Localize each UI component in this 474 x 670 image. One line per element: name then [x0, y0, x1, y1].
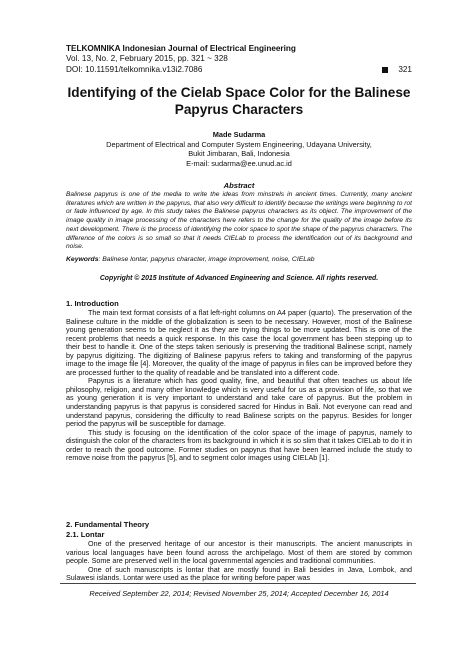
- footer-divider: [60, 583, 416, 584]
- keywords: [66, 256, 412, 263]
- journal-header: [66, 44, 412, 75]
- introduction-body: [66, 309, 412, 463]
- subsection-heading-lontar: 2.1. Lontar: [66, 530, 105, 539]
- abstract-text: Balinese papyrus is one of the media to write the ideas from minstrels in ancient times. Currently, many ancient literatures which are written in the papyrus, that also very difficult to identify because the writings were beginning to rot or fade influenced by age. In this study takes the Balinese papyrus characters as its object. The improvement of the image quality in image processing of the characters here refers to the change for the quality of the image before its next development. There is the process of identifying the color space to spot the shape of the papyrus characters. The difference of the colors is so small so that it needs CIELab to process the identification out of its background and noise.: [66, 191, 412, 251]
- paragraph: The main text format consists of a flat left-right columns on A4 paper (quarto). The preservation of the Balinese culture in the middle of the globalization is seen to be necessary. However, most of the Balinese young generation seems to be neglect it as they are trying things to be more updated. This is one of the recent problems that needs a quick response. In this case the local government has been stepping up to their best to handle it. One of the steps taken seriously is preserving the traditional Balinese script, namely by papyrus digitizing. The digitizing of Balinese papyrus refers to taking and transforming of the papyrus image to the image file [4]. Moreover, the quality of the image of papyrus in files can be improved before they are processed further to the quality of readable and be translated into a different code.: [66, 308, 412, 377]
- journal-volume: Vol. 13, No. 2, February 2015, pp. 321 ~ 328: [66, 54, 228, 64]
- author-address: Bukit Jimbaran, Bali, Indonesia: [188, 149, 290, 159]
- keywords-label: Keywords: [66, 256, 99, 263]
- author-email: E-mail: sudarma@ee.unud.ac.id: [186, 158, 292, 168]
- author-name: Made Sudarma: [212, 130, 266, 139]
- journal-title: TELKOMNIKA Indonesian Journal of Electrical Engineering: [66, 44, 296, 53]
- author-affiliation: Department of Electrical and Computer System Engineering, Udayana University,: [106, 140, 372, 150]
- received-dates: Received September 22, 2014; Revised November 25, 2014; Accepted December 16, 2014: [89, 589, 389, 598]
- paragraph: One of such manuscripts is lontar that are mostly found in Bali besides in Java, Lombok, and Sulawesi islands. Lontar were used as the place for writing before paper was: [66, 564, 412, 583]
- paragraph: Papyrus is a literature which has good quality, fine, and beautiful that often teaches us about life philosophy, religion, and many other knowledge which is very useful for us as a provision of life, so that we as young generation it is very important to understand and take care of papyrus. But the problem in understanding papyrus is that papyrus is considered sacred for Hindus in Bali. Not everyone can read and understand papyrus, considering the difficulty to read Balinese scripts on the papyrus. Besides for longer period the papyrus will be susceptible for damage.: [66, 376, 412, 429]
- paper-title: Identifying of the Cielab Space Color for the Balinese Papyrus Characters: [67, 85, 411, 117]
- journal-doi: DOI: 10.11591/telkomnika.v13i2.7086: [66, 64, 203, 74]
- lontar-body: [66, 540, 412, 583]
- section-heading-introduction: 1. Introduction: [66, 299, 119, 308]
- section-heading-fundamental-theory: 2. Fundamental Theory: [66, 520, 150, 529]
- abstract-heading: Abstract: [223, 181, 255, 190]
- copyright-notice: Copyright © 2015 Institute of Advanced Engineering and Science. All rights reserved.: [99, 275, 379, 282]
- paragraph: One of the preserved heritage of our ancestor is their manuscripts. The ancient manuscripts in various local languages have been found across the archipelago. Most of them are stored by common people. Some are preserved well in the local governmental agencies and traditional communities.: [66, 539, 412, 566]
- square-bullet-icon: [382, 67, 388, 73]
- page-number: 321: [398, 64, 412, 74]
- paragraph: This study is focusing on the identification of the color space of the image of papyrus, namely to distinguish the color of the characters from its background in which it is so slim that it takes CIELab to do it in order to reach the good outcome. Former studies on papyrus that have been learned include the study to remove noise from the papyrus [5], and to segment color images using CIELAb [1].: [66, 427, 412, 463]
- keywords-text: : Balinese lontar, papyrus character, image improvement, noise, CIELab: [98, 256, 315, 263]
- author-block: [66, 130, 412, 168]
